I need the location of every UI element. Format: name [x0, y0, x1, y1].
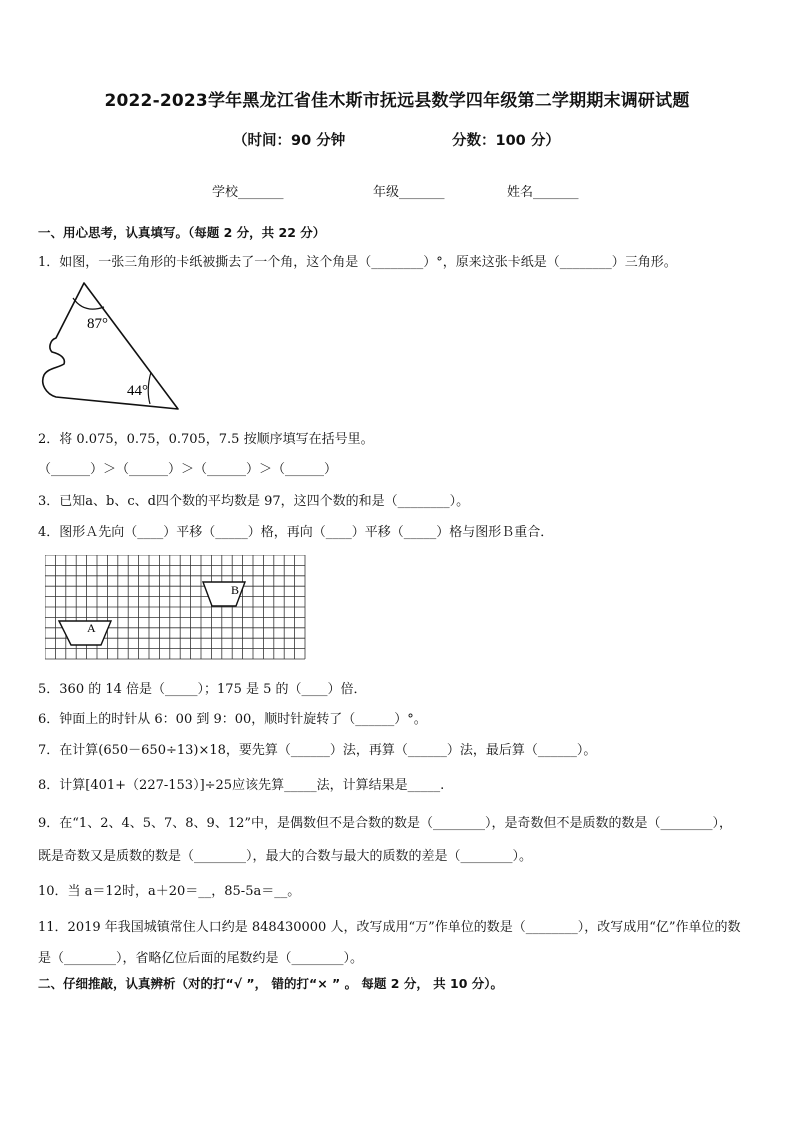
- page-title: 2022-2023学年黑龙江省佳木斯市抚远县数学四年级第二学期期末调研试题: [104, 91, 690, 111]
- section-2-heading: 二、仔细推敲，认真辨析（对的打“√ ”， 错的打“× ” 。 每题 2 分， 共 10 分）。: [38, 976, 504, 991]
- question-5: 5．360 的 14 倍是（_____）；175 是 5 的（____）倍．: [38, 682, 367, 697]
- grid-figure: [45, 555, 309, 661]
- question-7: 7．在计算(650－650÷13)×18，要先算（______）法，再算（______）法，最后算（______）。: [38, 743, 597, 758]
- angle-87-label: 87°: [87, 316, 108, 332]
- angle-44-label: 44°: [127, 383, 148, 399]
- exam-time: （时间：90 分钟: [233, 133, 346, 149]
- section-1-heading: 一、用心思考，认真填写。（每题 2 分，共 22 分）: [38, 225, 326, 240]
- shape-b-label: B: [231, 583, 240, 597]
- torn-triangle-figure: [38, 280, 188, 415]
- question-1: 1．如图，一张三角形的卡纸被撕去了一个角，这个角是（________）°，原来这张卡纸是（________）三角形。: [38, 255, 677, 270]
- question-8: 8．计算[401+（227-153）]÷25应该先算_____法，计算结果是_____.: [38, 778, 445, 793]
- question-9-line-2: 既是奇数又是质数的数是（________），最大的合数与最大的质数的差是（________）。: [38, 849, 533, 864]
- question-11-line-1: 11．2019 年我国城镇常住人口约是 848430000 人，改写成用“万”作单位的数是（________），改写成用“亿”作单位的数: [38, 920, 741, 935]
- shape-a-label: A: [87, 621, 96, 635]
- question-10: 10．当 a＝12时，a＋20＝__，85-5a＝__。: [38, 884, 301, 899]
- exam-score: 分数：100 分）: [452, 133, 560, 149]
- question-6: 6．钟面上的时针从 6：00 到 9：00，顺时针旋转了（______）°。: [38, 712, 427, 727]
- question-11-line-2: 是（________），省略亿位后面的尾数约是（________）。: [38, 951, 364, 966]
- school-field: 学校_______: [212, 185, 284, 200]
- question-4: 4．图形Ａ先向（____）平移（_____）格，再向（____）平移（_____）格与图形Ｂ重合．: [38, 525, 554, 540]
- question-2: 2．将 0.075，0.75，0.705，7.5 按顺序填写在括号里。: [38, 432, 374, 447]
- shape-a: [59, 621, 111, 645]
- grade-field: 年级_______: [373, 185, 445, 200]
- name-field: 姓名_______: [507, 185, 579, 200]
- question-3: 3．已知a、b、c、d四个数的平均数是 97，这四个数的和是（________）。: [38, 494, 470, 509]
- question-9-line-1: 9．在“1、2、4、5、7、8、9、12”中，是偶数但不是合数的数是（________），是奇数但不是质数的数是（________），: [38, 816, 733, 831]
- question-2-answer-line: （______）＞（______）＞（______）＞（______）: [38, 462, 338, 477]
